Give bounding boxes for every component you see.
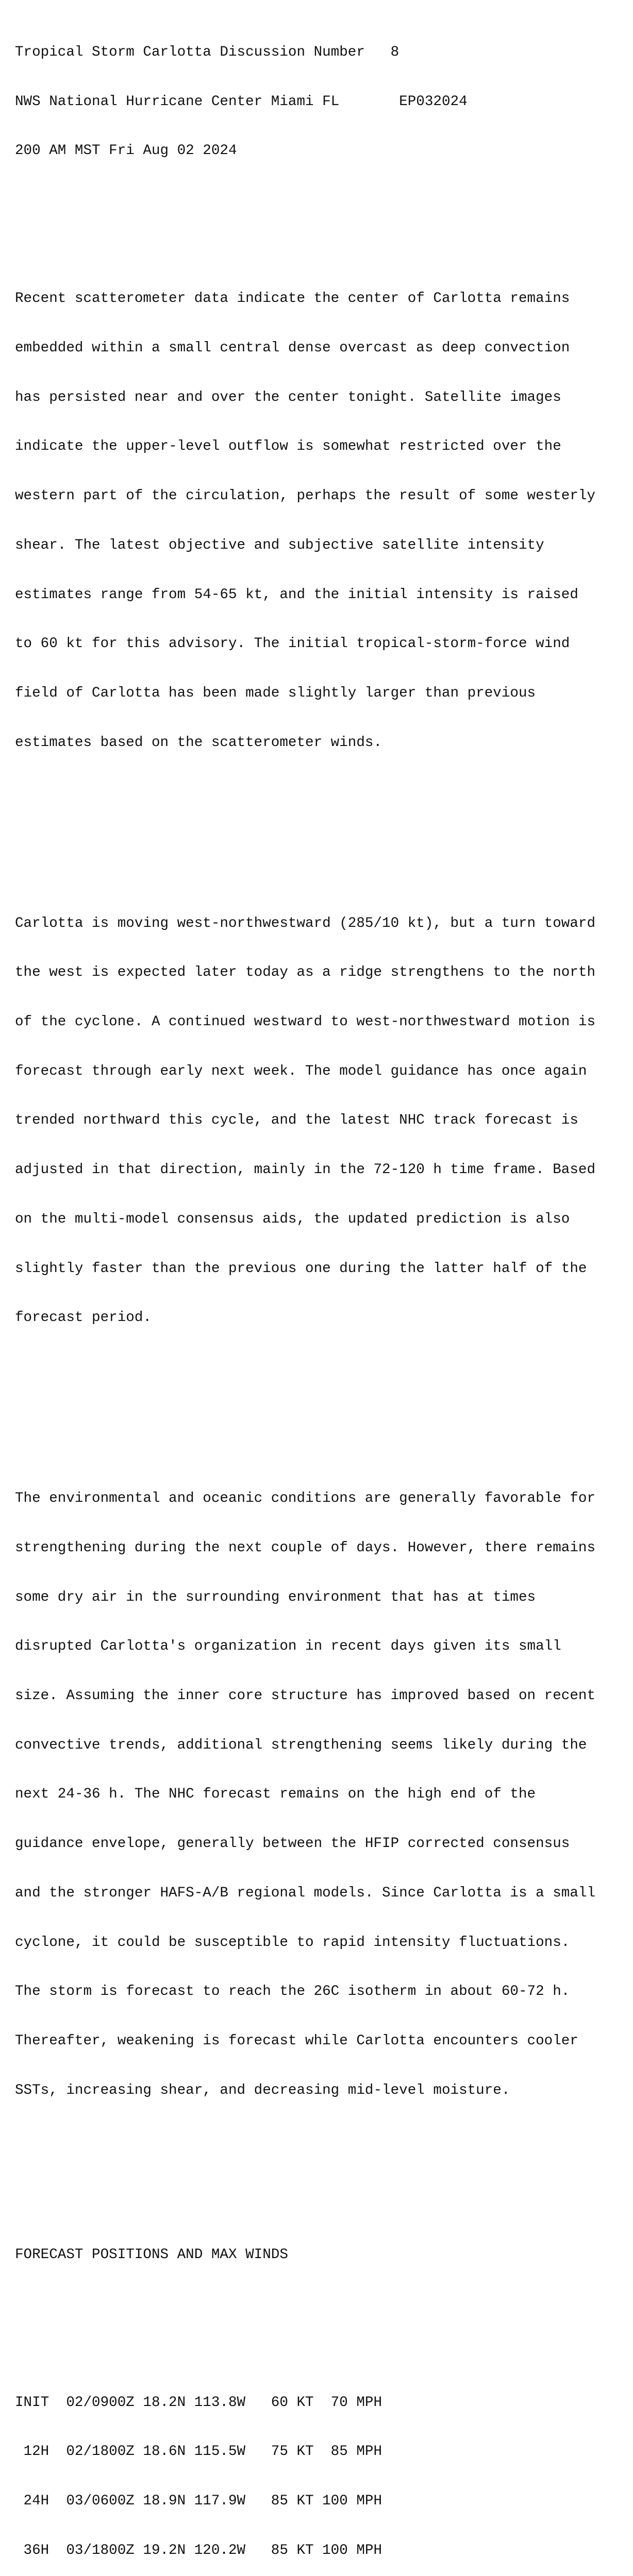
text-line: indicate the upper-level outflow is somewhat restricted over the (15, 438, 561, 455)
header-office: NWS National Hurricane Center Miami FL EP032024 (15, 93, 468, 110)
paragraph-environment (15, 1458, 633, 2131)
text-line: Thereafter, weakening is forecast while Carlotta encounters cooler (15, 2032, 578, 2049)
text-line: disrupted Carlotta's organization in recent days given its small (15, 1638, 561, 1655)
forecast-row: INIT 02/0900Z 18.2N 113.8W 60 KT 70 MPH (15, 2394, 382, 2411)
text-line: has persisted near and over the center tonight. Satellite images (15, 389, 561, 405)
blank-line (15, 1392, 633, 1409)
forecast-row: 36H 03/1800Z 19.2N 120.2W 85 KT 100 MPH (15, 2542, 382, 2558)
blank-lines (15, 2164, 633, 2197)
text-line: western part of the circulation, perhaps the result of some westerly (15, 488, 596, 504)
text-line: some dry air in the surrounding environment that has at times (15, 1589, 536, 1605)
text-line: forecast through early next week. The model guidance has once again (15, 1063, 587, 1079)
text-line: cyclone, it could be susceptible to rapid intensity fluctuations. (15, 1934, 570, 1951)
text-line: The storm is forecast to reach the 26C isotherm in about 60-72 h. (15, 1984, 570, 2000)
text-line: guidance envelope, generally between the HFIP corrected consensus (15, 1836, 570, 1852)
forecast-row: 12H 02/1800Z 18.6N 115.5W 75 KT 85 MPH (15, 2444, 382, 2460)
text-line: Carlotta is moving west-northwestward (285/10 kt), but a turn toward (15, 915, 596, 931)
text-line: strengthening during the next couple of days. However, there remains (15, 1539, 596, 1556)
text-line: forecast period. (15, 1310, 152, 1326)
text-line: size. Assuming the inner core structure has improved based on recent (15, 1687, 596, 1704)
text-line: on the multi-model consensus aids, the updated prediction is also (15, 1211, 570, 1227)
paragraph-intensity (15, 258, 633, 784)
text-line: adjusted in that direction, mainly in the 72-120 h time frame. Based (15, 1162, 596, 1178)
header-title: Tropical Storm Carlotta Discussion Number 8 (15, 44, 399, 60)
paragraph-track (15, 883, 633, 1359)
text-line: Recent scatterometer data indicate the center of Carlotta remains (15, 291, 570, 307)
forecast-table (15, 2362, 633, 2576)
forecast-heading: FORECAST POSITIONS AND MAX WINDS (15, 2246, 288, 2263)
header-datetime: 200 AM MST Fri Aug 02 2024 (15, 143, 237, 159)
blank-line (15, 817, 633, 833)
text-line: trended northward this cycle, and the latest NHC track forecast is (15, 1112, 578, 1129)
text-line: to 60 kt for this advisory. The initial tropical-storm-force wind (15, 636, 570, 652)
text-line: shear. The latest objective and subjective satellite intensity (15, 537, 544, 553)
text-line: embedded within a small central dense overcast as deep convection (15, 340, 570, 357)
forecast-row: 24H 03/0600Z 18.9N 117.9W 85 KT 100 MPH (15, 2493, 382, 2510)
blank-line (15, 2296, 633, 2312)
text-line: slightly faster than the previous one during the latter half of the (15, 1260, 587, 1277)
text-line: of the cyclone. A continued westward to west-northwestward motion is (15, 1014, 596, 1030)
text-line: and the stronger HAFS-A/B regional models. Since Carlotta is a small (15, 1885, 596, 1901)
text-line: next 24-36 h. The NHC forecast remains on the high end of the (15, 1786, 536, 1803)
text-line: estimates range from 54-65 kt, and the initial intensity is raised (15, 586, 578, 603)
text-line: convective trends, additional strengthening seems likely during the (15, 1737, 587, 1753)
text-line: The environmental and oceanic conditions are generally favorable for (15, 1490, 596, 1507)
text-line: SSTs, increasing shear, and decreasing mid-level moisture. (15, 2082, 510, 2098)
blank-line (15, 192, 633, 209)
text-line: estimates based on the scatterometer winds. (15, 734, 382, 751)
text-line: the west is expected later today as a ridge strengthens to the north (15, 964, 596, 981)
text-line: field of Carlotta has been made slightly larger than previous (15, 685, 536, 701)
